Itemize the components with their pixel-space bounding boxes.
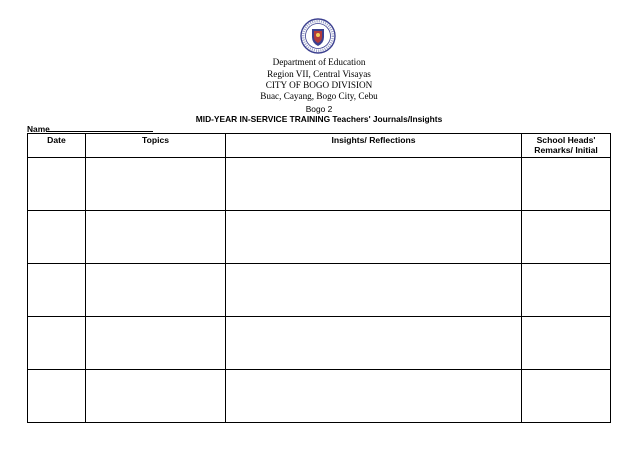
table-row <box>28 264 611 317</box>
date-cell[interactable] <box>28 264 86 317</box>
table-row <box>28 370 611 423</box>
topics-cell[interactable] <box>86 370 226 423</box>
remarks-cell[interactable] <box>522 370 611 423</box>
table-row <box>28 317 611 370</box>
region-name: Region VII, Central Visayas <box>267 68 371 79</box>
document-title: MID-YEAR IN-SERVICE TRAINING Teachers' Journals/Insights <box>195 114 443 124</box>
name-field-line[interactable] <box>46 131 153 132</box>
date-cell[interactable] <box>28 317 86 370</box>
topics-cell[interactable] <box>86 317 226 370</box>
column-header-remarks: School Heads' Remarks/ Initial <box>522 134 611 158</box>
remarks-cell[interactable] <box>522 264 611 317</box>
column-header-insights: Insights/ Reflections <box>226 134 522 158</box>
date-cell[interactable] <box>28 211 86 264</box>
table-header-row <box>28 134 611 158</box>
deped-seal-icon <box>300 18 336 54</box>
topics-cell[interactable] <box>86 211 226 264</box>
insights-cell[interactable] <box>226 158 522 211</box>
date-cell[interactable] <box>28 370 86 423</box>
topics-cell[interactable] <box>86 158 226 211</box>
division-name: CITY OF BOGO DIVISION <box>265 80 373 90</box>
remarks-cell[interactable] <box>522 317 611 370</box>
name-label: Name <box>27 124 50 134</box>
topics-cell[interactable] <box>86 264 226 317</box>
insights-cell[interactable] <box>226 264 522 317</box>
table-row <box>28 211 611 264</box>
address: Buac, Cayang, Bogo City, Cebu <box>260 91 378 101</box>
insights-cell[interactable] <box>226 211 522 264</box>
department-name: Department of Education <box>272 57 366 67</box>
table-row <box>28 158 611 211</box>
remarks-cell[interactable] <box>522 211 611 264</box>
district-name: Bogo 2 <box>305 104 333 114</box>
column-header-topics: Topics <box>86 134 226 158</box>
journal-table <box>27 133 611 423</box>
insights-cell[interactable] <box>226 370 522 423</box>
column-header-date: Date <box>28 134 86 158</box>
date-cell[interactable] <box>28 158 86 211</box>
insights-cell[interactable] <box>226 317 522 370</box>
remarks-cell[interactable] <box>522 158 611 211</box>
